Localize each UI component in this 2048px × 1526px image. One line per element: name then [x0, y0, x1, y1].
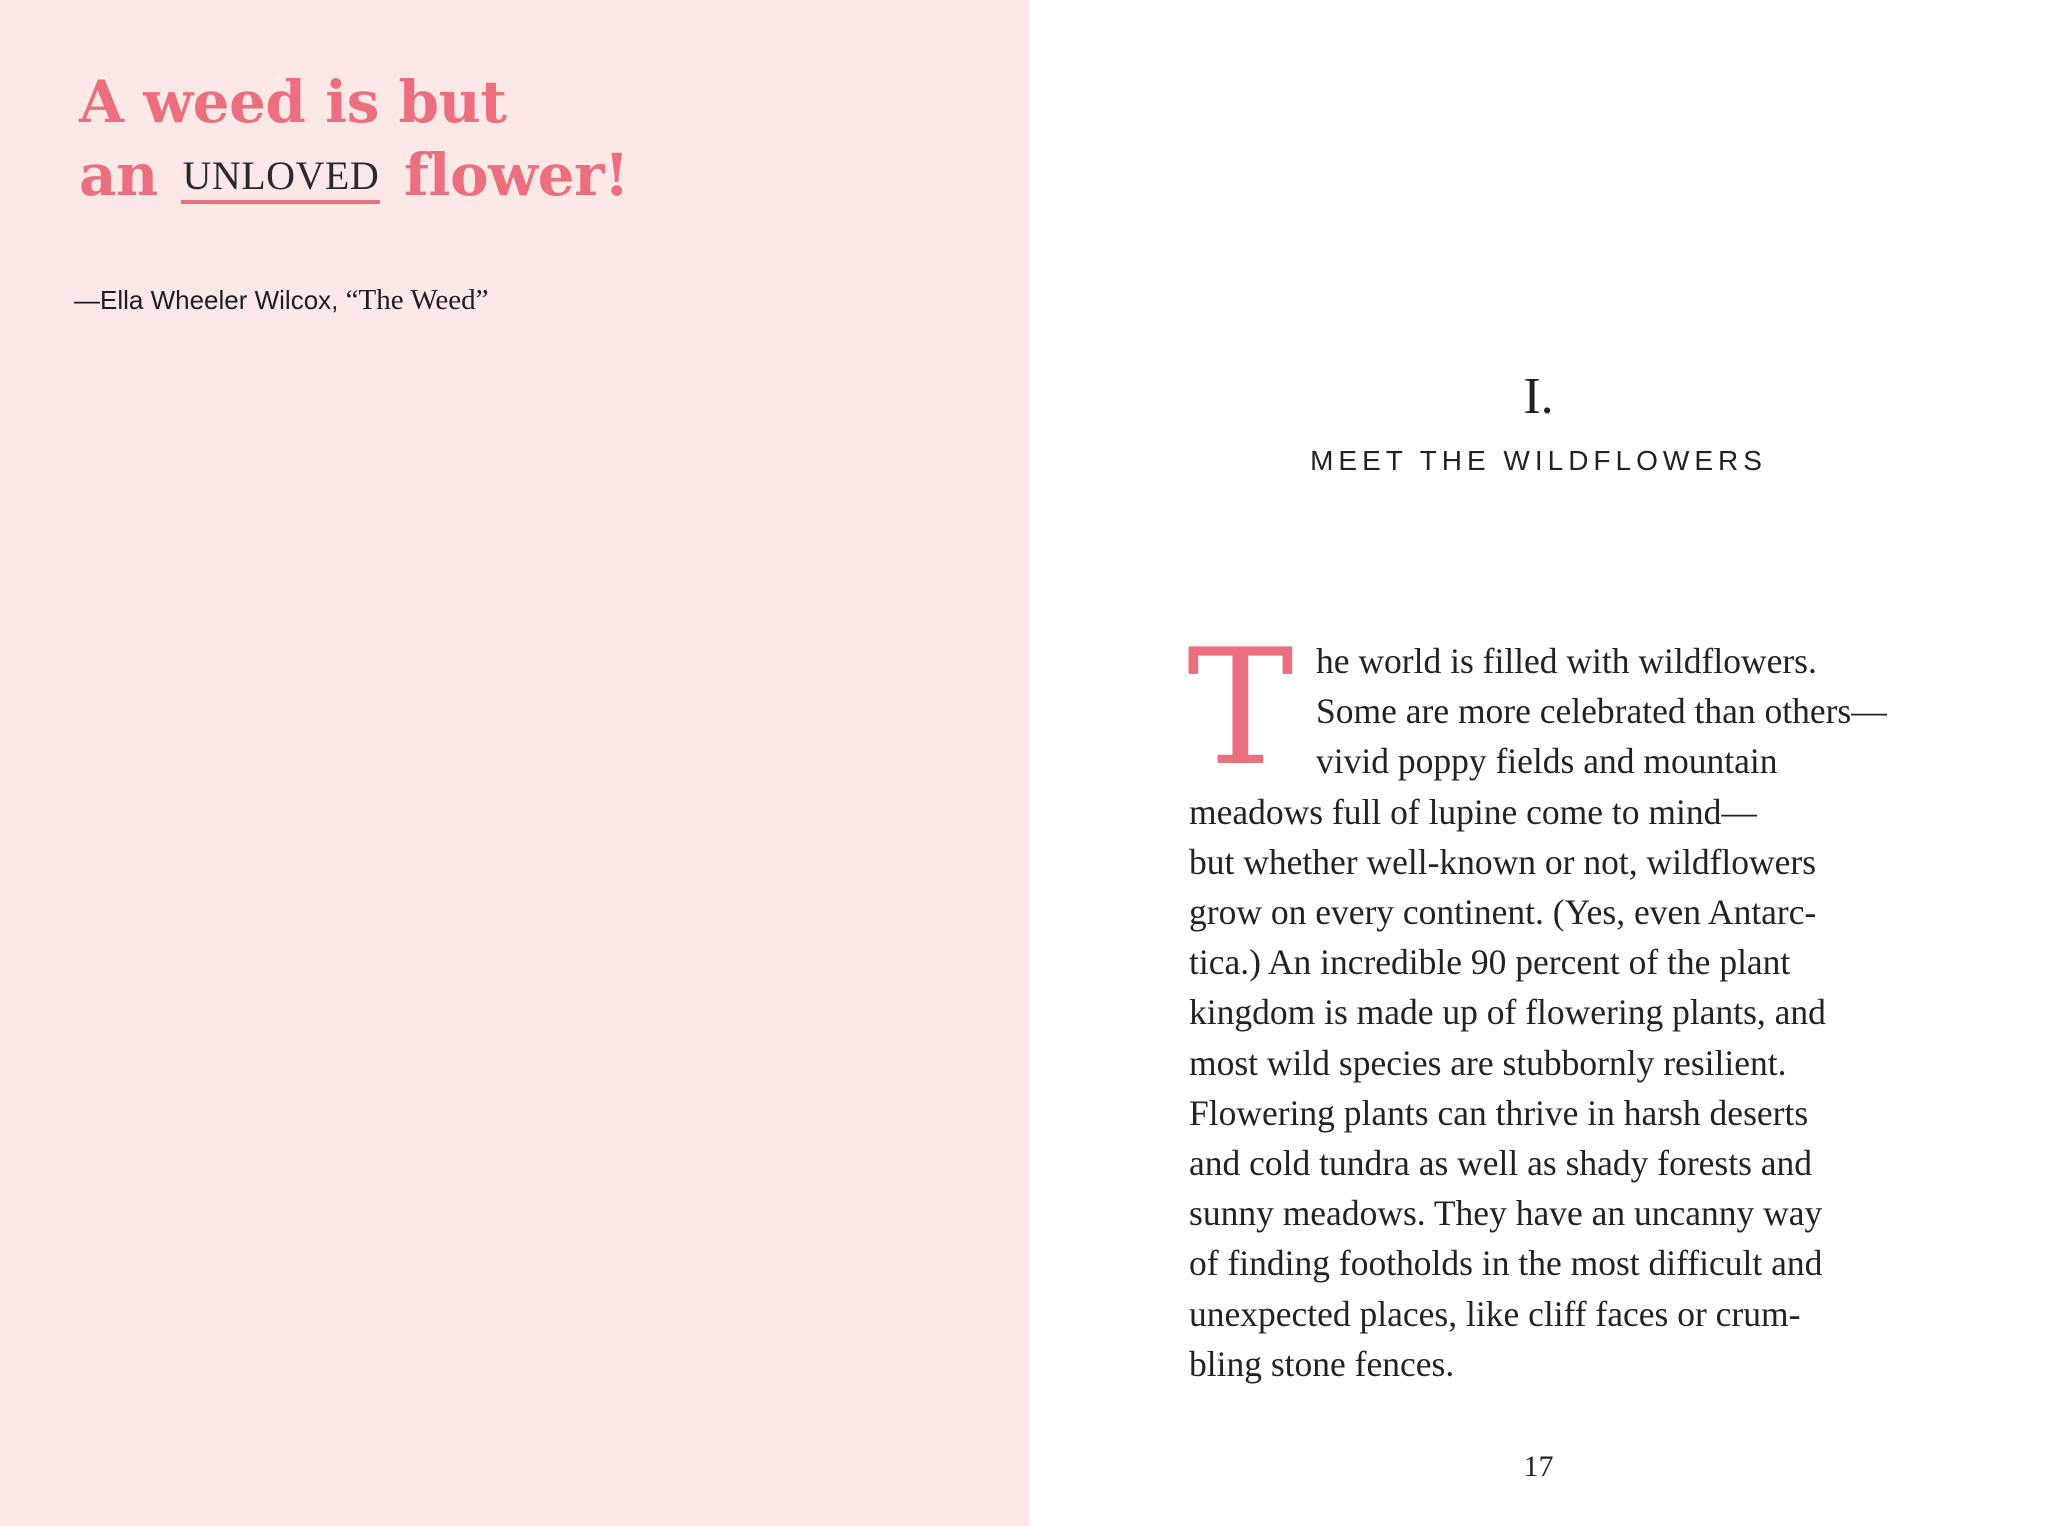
- body-line: of finding footholds in the most difficult and: [1189, 1243, 1823, 1284]
- body-line: Some are more celebrated than others—: [1316, 691, 1887, 732]
- quote-word-an: an: [79, 141, 158, 209]
- body-line: most wild species are stubbornly resilient.: [1189, 1042, 1787, 1083]
- attribution-source: “The Weed”: [345, 284, 489, 316]
- quote-emphasis-word: UNLOVED: [181, 156, 380, 204]
- chapter-title: MEET THE WILDFLOWERS: [1310, 445, 1767, 476]
- drop-cap: T: [1187, 614, 1294, 801]
- quote-word-flower: flower!: [403, 141, 629, 209]
- quote-line-1: A weed is but: [79, 68, 507, 136]
- body-line: vivid poppy fields and mountain: [1316, 741, 1778, 782]
- epigraph-attribution: [74, 284, 489, 317]
- epigraph-quote: [79, 66, 629, 212]
- quote-line-2: [79, 139, 629, 212]
- body-line: bling stone fences.: [1189, 1343, 1455, 1384]
- body-line: but whether well-known or not, wildflowers: [1189, 841, 1817, 882]
- body-line: kingdom is made up of flowering plants, and: [1189, 992, 1826, 1033]
- page-number: 17: [1523, 1450, 1554, 1483]
- body-line: grow on every continent. (Yes, even Antarc-: [1189, 892, 1817, 932]
- attribution-author: —Ella Wheeler Wilcox,: [74, 285, 339, 315]
- body-line: tica.) An incredible 90 percent of the plant: [1189, 942, 1791, 983]
- right-page: [1029, 0, 2048, 1526]
- body-line: he world is filled with wildflowers.: [1316, 641, 1817, 681]
- body-line: Flowering plants can thrive in harsh deserts: [1189, 1092, 1809, 1133]
- body-line: unexpected places, like cliff faces or crum-: [1189, 1293, 1801, 1334]
- body-line: sunny meadows. They have an uncanny way: [1189, 1193, 1823, 1234]
- body-line: meadows full of lupine come to mind—: [1189, 791, 1757, 832]
- chapter-numeral: I.: [1523, 368, 1554, 425]
- body-line: and cold tundra as well as shady forests and: [1189, 1143, 1813, 1183]
